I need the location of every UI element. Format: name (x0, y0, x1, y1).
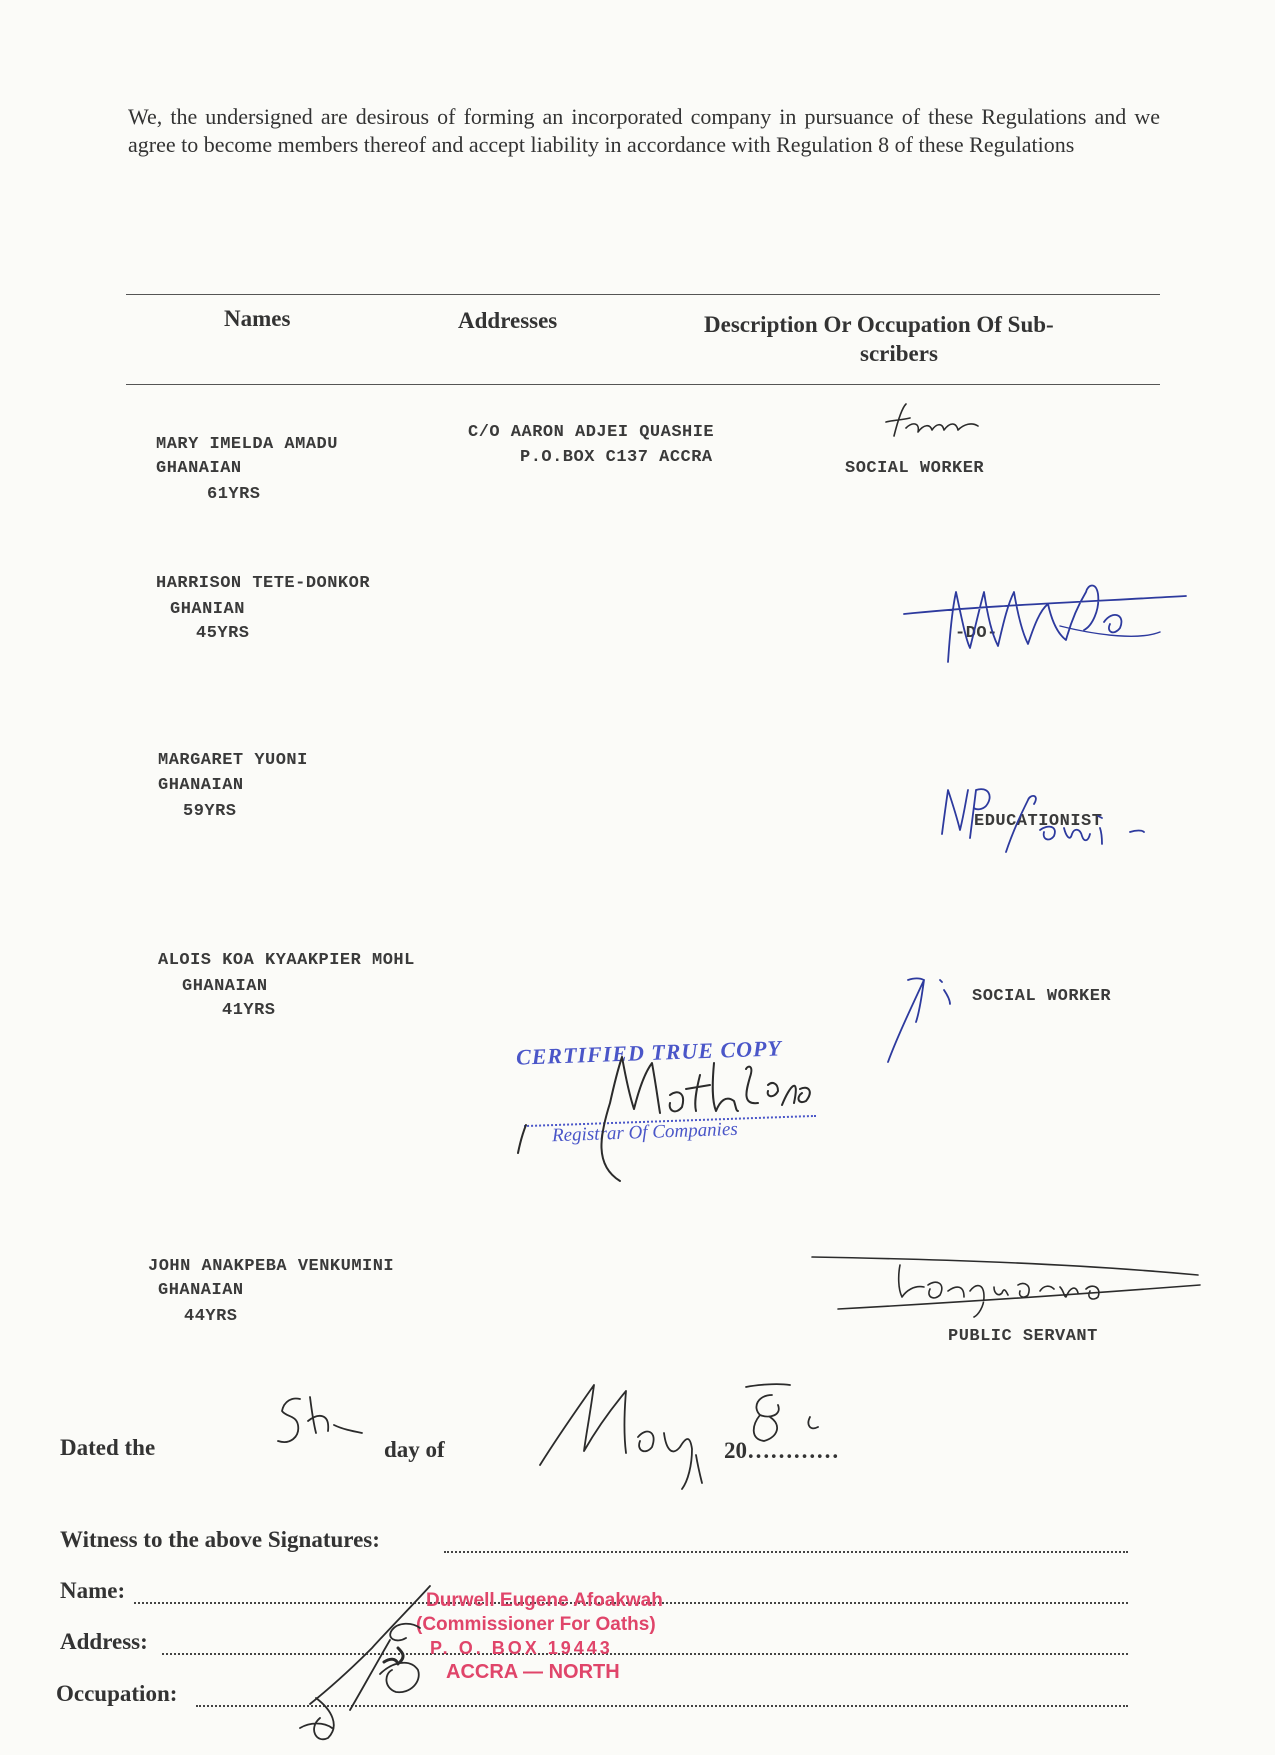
row1-signature (880, 398, 990, 448)
commissioner-stamp-line1: Durwell Eugene Afoakwah (426, 1590, 663, 1611)
row5-age: 44YRS (184, 1307, 238, 1326)
row1-age: 61YRS (207, 485, 261, 504)
header-addresses: Addresses (458, 308, 558, 333)
commissioner-stamp-line3: P. O. BOX 19443 (430, 1638, 613, 1658)
row2-signature (900, 570, 1190, 670)
row3-signature (930, 778, 1170, 868)
certified-stamp-line2: Registrar Of Companies (551, 1118, 739, 1147)
row1-occupation: SOCIAL WORKER (845, 459, 985, 478)
table-header-rule (126, 384, 1160, 385)
commissioner-stamp-line2: (Commissioner For Oaths) (416, 1614, 656, 1635)
witness-name-label: Name: (60, 1578, 126, 1603)
row5-signature (808, 1245, 1208, 1325)
witness-signatures-dotline (444, 1551, 1128, 1553)
year-prefix: 20………… (724, 1438, 839, 1463)
day-handwritten (270, 1385, 380, 1475)
registrar-signature (510, 1045, 910, 1185)
header-occupation-line1: Description Or Occupation Of Sub- (704, 312, 1054, 337)
row2-age: 45YRS (196, 624, 250, 643)
row4-age: 41YRS (222, 1001, 276, 1020)
day-of-label: day of (384, 1437, 445, 1462)
row5-name: JOHN ANAKPEBA VENKUMINI (148, 1257, 395, 1276)
header-occupation-line2: scribers (860, 341, 938, 366)
row3-nationality: GHANAIAN (158, 776, 244, 795)
witness-occupation-label: Occupation: (56, 1681, 178, 1706)
row2-occupation: -DO- (955, 624, 998, 643)
row2-name: HARRISON TETE-DONKOR (156, 574, 371, 593)
row5-occupation: PUBLIC SERVANT (948, 1327, 1098, 1346)
intro-paragraph: We, the undersigned are desirous of forming an incorporated company in pursuance of these Regulations and we agree to become members thereof and accept liability in accordance with Regulation 8 of these Regulations (128, 104, 1160, 157)
dated-label: Dated the (60, 1435, 156, 1460)
row1-address-line1: C/O AARON ADJEI QUASHIE (468, 423, 715, 442)
header-names: Names (224, 306, 291, 331)
table-top-rule (126, 294, 1160, 295)
row4-occupation: SOCIAL WORKER (972, 987, 1112, 1006)
row3-age: 59YRS (183, 802, 237, 821)
row3-occupation: EDUCATIONIST (974, 812, 1103, 831)
row1-nationality: GHANAIAN (156, 459, 242, 478)
row4-name: ALOIS KOA KYAAKPIER MOHL (158, 951, 415, 970)
row1-name: MARY IMELDA AMADU (156, 435, 338, 454)
row2-nationality: GHANIAN (170, 600, 245, 619)
row3-name: MARGARET YUONI (158, 751, 308, 770)
witness-signature (280, 1578, 500, 1748)
row4-nationality: GHANAIAN (182, 977, 268, 996)
commissioner-stamp-line4: ACCRA — NORTH (446, 1661, 620, 1683)
witness-signatures-label: Witness to the above Signatures: (60, 1527, 380, 1552)
row5-nationality: GHANAIAN (158, 1281, 244, 1300)
witness-address-label: Address: (60, 1629, 148, 1654)
certified-stamp-line1: CERTIFIED TRUE COPY (515, 1035, 783, 1070)
month-handwritten (520, 1375, 860, 1495)
row1-address-line2: P.O.BOX C137 ACCRA (520, 448, 713, 467)
